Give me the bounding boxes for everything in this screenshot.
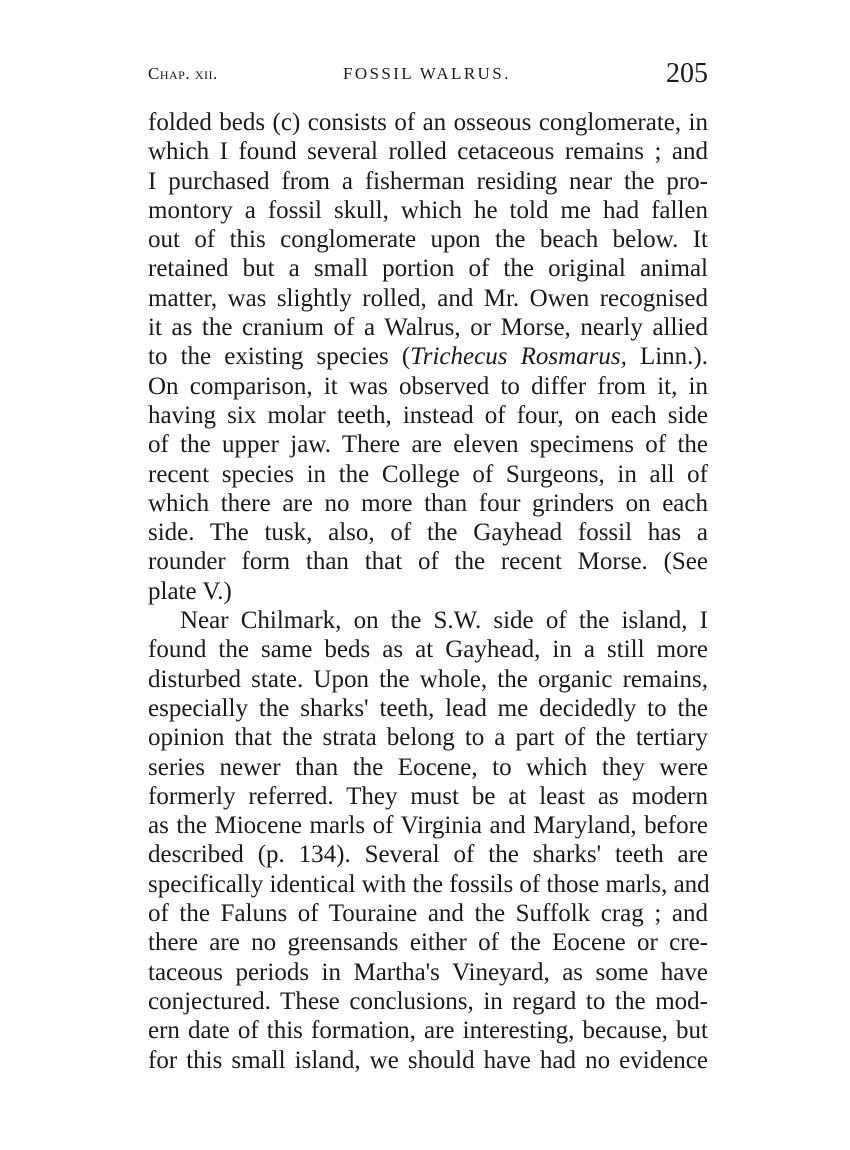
text-line: there are no greensands either of the Eocene or cre- bbox=[148, 929, 708, 957]
text-line: as the Miocene marls of Virginia and Maryland, before bbox=[148, 812, 708, 840]
text-line: formerly referred. They must be at least as modern bbox=[148, 782, 708, 810]
chapter-label: Chap. xii. bbox=[148, 64, 218, 83]
species-line-pre: to the existing species ( bbox=[148, 343, 411, 371]
text-line: described (p. 134). Several of the sharks' teeth are bbox=[148, 841, 708, 869]
species-name: Rosmarus, bbox=[520, 343, 627, 371]
body-text bbox=[148, 108, 708, 1075]
text-line: taceous periods in Martha's Vineyard, as some have bbox=[148, 958, 708, 986]
text-line: folded beds (c) consists of an osseous conglomerate, in bbox=[148, 109, 708, 136]
text-line: Near Chilmark, on the S.W. side of the island, I bbox=[180, 607, 708, 635]
text-line: montory a fossil skull, which he told me had fallen bbox=[148, 196, 708, 224]
text-line: disturbed state. Upon the whole, the organic remains, bbox=[148, 665, 708, 693]
text-line: found the same beds as at Gayhead, in a still more bbox=[148, 636, 708, 664]
text-line: of the upper jaw. There are eleven specimens of the bbox=[148, 431, 708, 459]
running-title: FOSSIL WALRUS. bbox=[343, 64, 511, 83]
text-line: ern date of this formation, are interesting, because, but bbox=[148, 1017, 708, 1045]
text-line: side. The tusk, also, of the Gayhead fossil has a bbox=[148, 519, 708, 547]
text-line: matter, was slightly rolled, and Mr. Owen recognised bbox=[148, 284, 708, 312]
text-line: specifically identical with the fossils of those marls, and bbox=[148, 870, 710, 898]
text-line: of the Faluns of Touraine and the Suffolk crag ; and bbox=[148, 900, 708, 928]
text-line: plate V.) bbox=[148, 577, 232, 605]
species-line-post: Linn.). bbox=[626, 343, 709, 371]
paragraph-1 bbox=[148, 108, 708, 606]
text-line: conjectured. These conclusions, in regard to the mod- bbox=[148, 987, 708, 1015]
text-line: out of this conglomerate upon the beach below. It bbox=[148, 226, 708, 254]
paragraph-2 bbox=[148, 606, 708, 1075]
text-line: series newer than the Eocene, to which they were bbox=[148, 753, 708, 781]
text-line: retained but a small portion of the original animal bbox=[148, 255, 708, 283]
text-line: I purchased from a fisherman residing near the pro- bbox=[148, 167, 708, 195]
page-number: 205 bbox=[666, 58, 708, 89]
species-line bbox=[148, 342, 708, 371]
text-line: having six molar teeth, instead of four, on each side bbox=[148, 401, 708, 429]
text-line: rounder form than that of the recent Morse. (See bbox=[148, 548, 708, 576]
text-line: for this small island, we should have had no evidence bbox=[148, 1046, 708, 1074]
species-genus: Trichecus bbox=[410, 343, 508, 371]
text-line: it as the cranium of a Walrus, or Morse, nearly allied bbox=[148, 314, 708, 342]
text-line: On comparison, it was observed to differ from it, in bbox=[148, 372, 708, 400]
text-line: opinion that the strata belong to a part of the tertiary bbox=[148, 724, 708, 752]
text-line: which there are no more than four grinders on each bbox=[148, 489, 708, 517]
text-line: especially the sharks' teeth, lead me decidedly to the bbox=[148, 694, 708, 722]
text-line: recent species in the College of Surgeons, in all of bbox=[148, 460, 708, 488]
text-line: which I found several rolled cetaceous remains ; and bbox=[148, 138, 708, 166]
running-header bbox=[148, 58, 708, 94]
